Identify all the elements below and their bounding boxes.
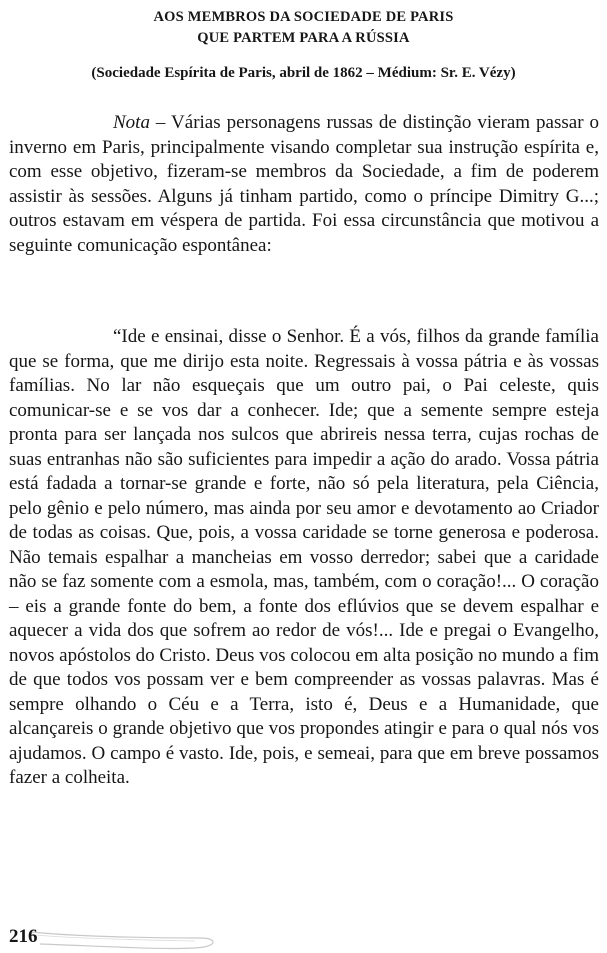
chapter-subtitle: (Sociedade Espírita de Paris, abril de 1862 – Médium: Sr. E. Vézy) [91, 65, 516, 81]
note-text: – Várias personagens russas de distinção vieram passar o inverno em Paris, principalmente visando completar sua instrução espírita e, com esse objetivo, fizeram-se membros da Sociedade, a fim de poderem assistir às sessões. Alguns já tinham partido, como o príncipe Dimitry G...; outros estavam em véspera de partida. Foi essa circunstância que motivou a seguinte comunicação espontânea: [9, 112, 599, 256]
note-paragraph [9, 111, 599, 258]
page-number: 216 [9, 926, 38, 947]
page-swoosh-decoration [30, 926, 220, 952]
chapter-title-line-1: AOS MEMBROS DA SOCIEDADE DE PARIS [153, 9, 454, 25]
chapter-title-line-2: QUE PARTEM PARA A RÚSSIA [197, 30, 410, 46]
note-label: Nota [113, 112, 150, 133]
swoosh-stroke [32, 932, 213, 949]
message-paragraph: “Ide e ensinai, disse o Senhor. É a vós, filhos da grande família que se forma, que me dirijo esta noite. Regressais à vossa pátria e às vossas famílias. No lar não esqueçais que um outro pai, o Pai celeste, quis comunicar-se e se vos dar a conhecer. Ide; que a semente sempre esteja pronta para ser lançada nos sulcos que abrireis nessa terra, cujas rochas de suas entranhas não são suficientes para impedir a ação do arado. Vossa pátria está fadada a tornar-se grande e forte, não só pela literatura, pela Ciência, pelo gênio e pelo número, mas ainda por seu amor e devotamento ao Criador de todas as coisas. Que, pois, a vossa caridade se torne generosa e poderosa. Não temais espalhar a mancheias em vosso derredor; sabei que a caridade não se faz somente com a esmola, mas, também, com o coração!... O coração – eis a grande fonte do bem, a fonte dos eflúvios que se devem espalhar e aquecer a vida dos que sofrem ao redor de vós!... Ide e pregai o Evangelho, novos apóstolos do Cristo. Deus vos colocou em alta posição no mundo a fim de que todos vos possam ver e bem compreender as vossas palavras. Mas é sempre olhando o Céu e a Terra, isto é, Deus e a Humanidade, que alcançareis o grande objetivo que vos propondes atingir e para o qual nós vos ajudamos. O campo é vasto. Ide, pois, e semeai, para que em breve possamos fazer a colheita. [9, 326, 599, 788]
